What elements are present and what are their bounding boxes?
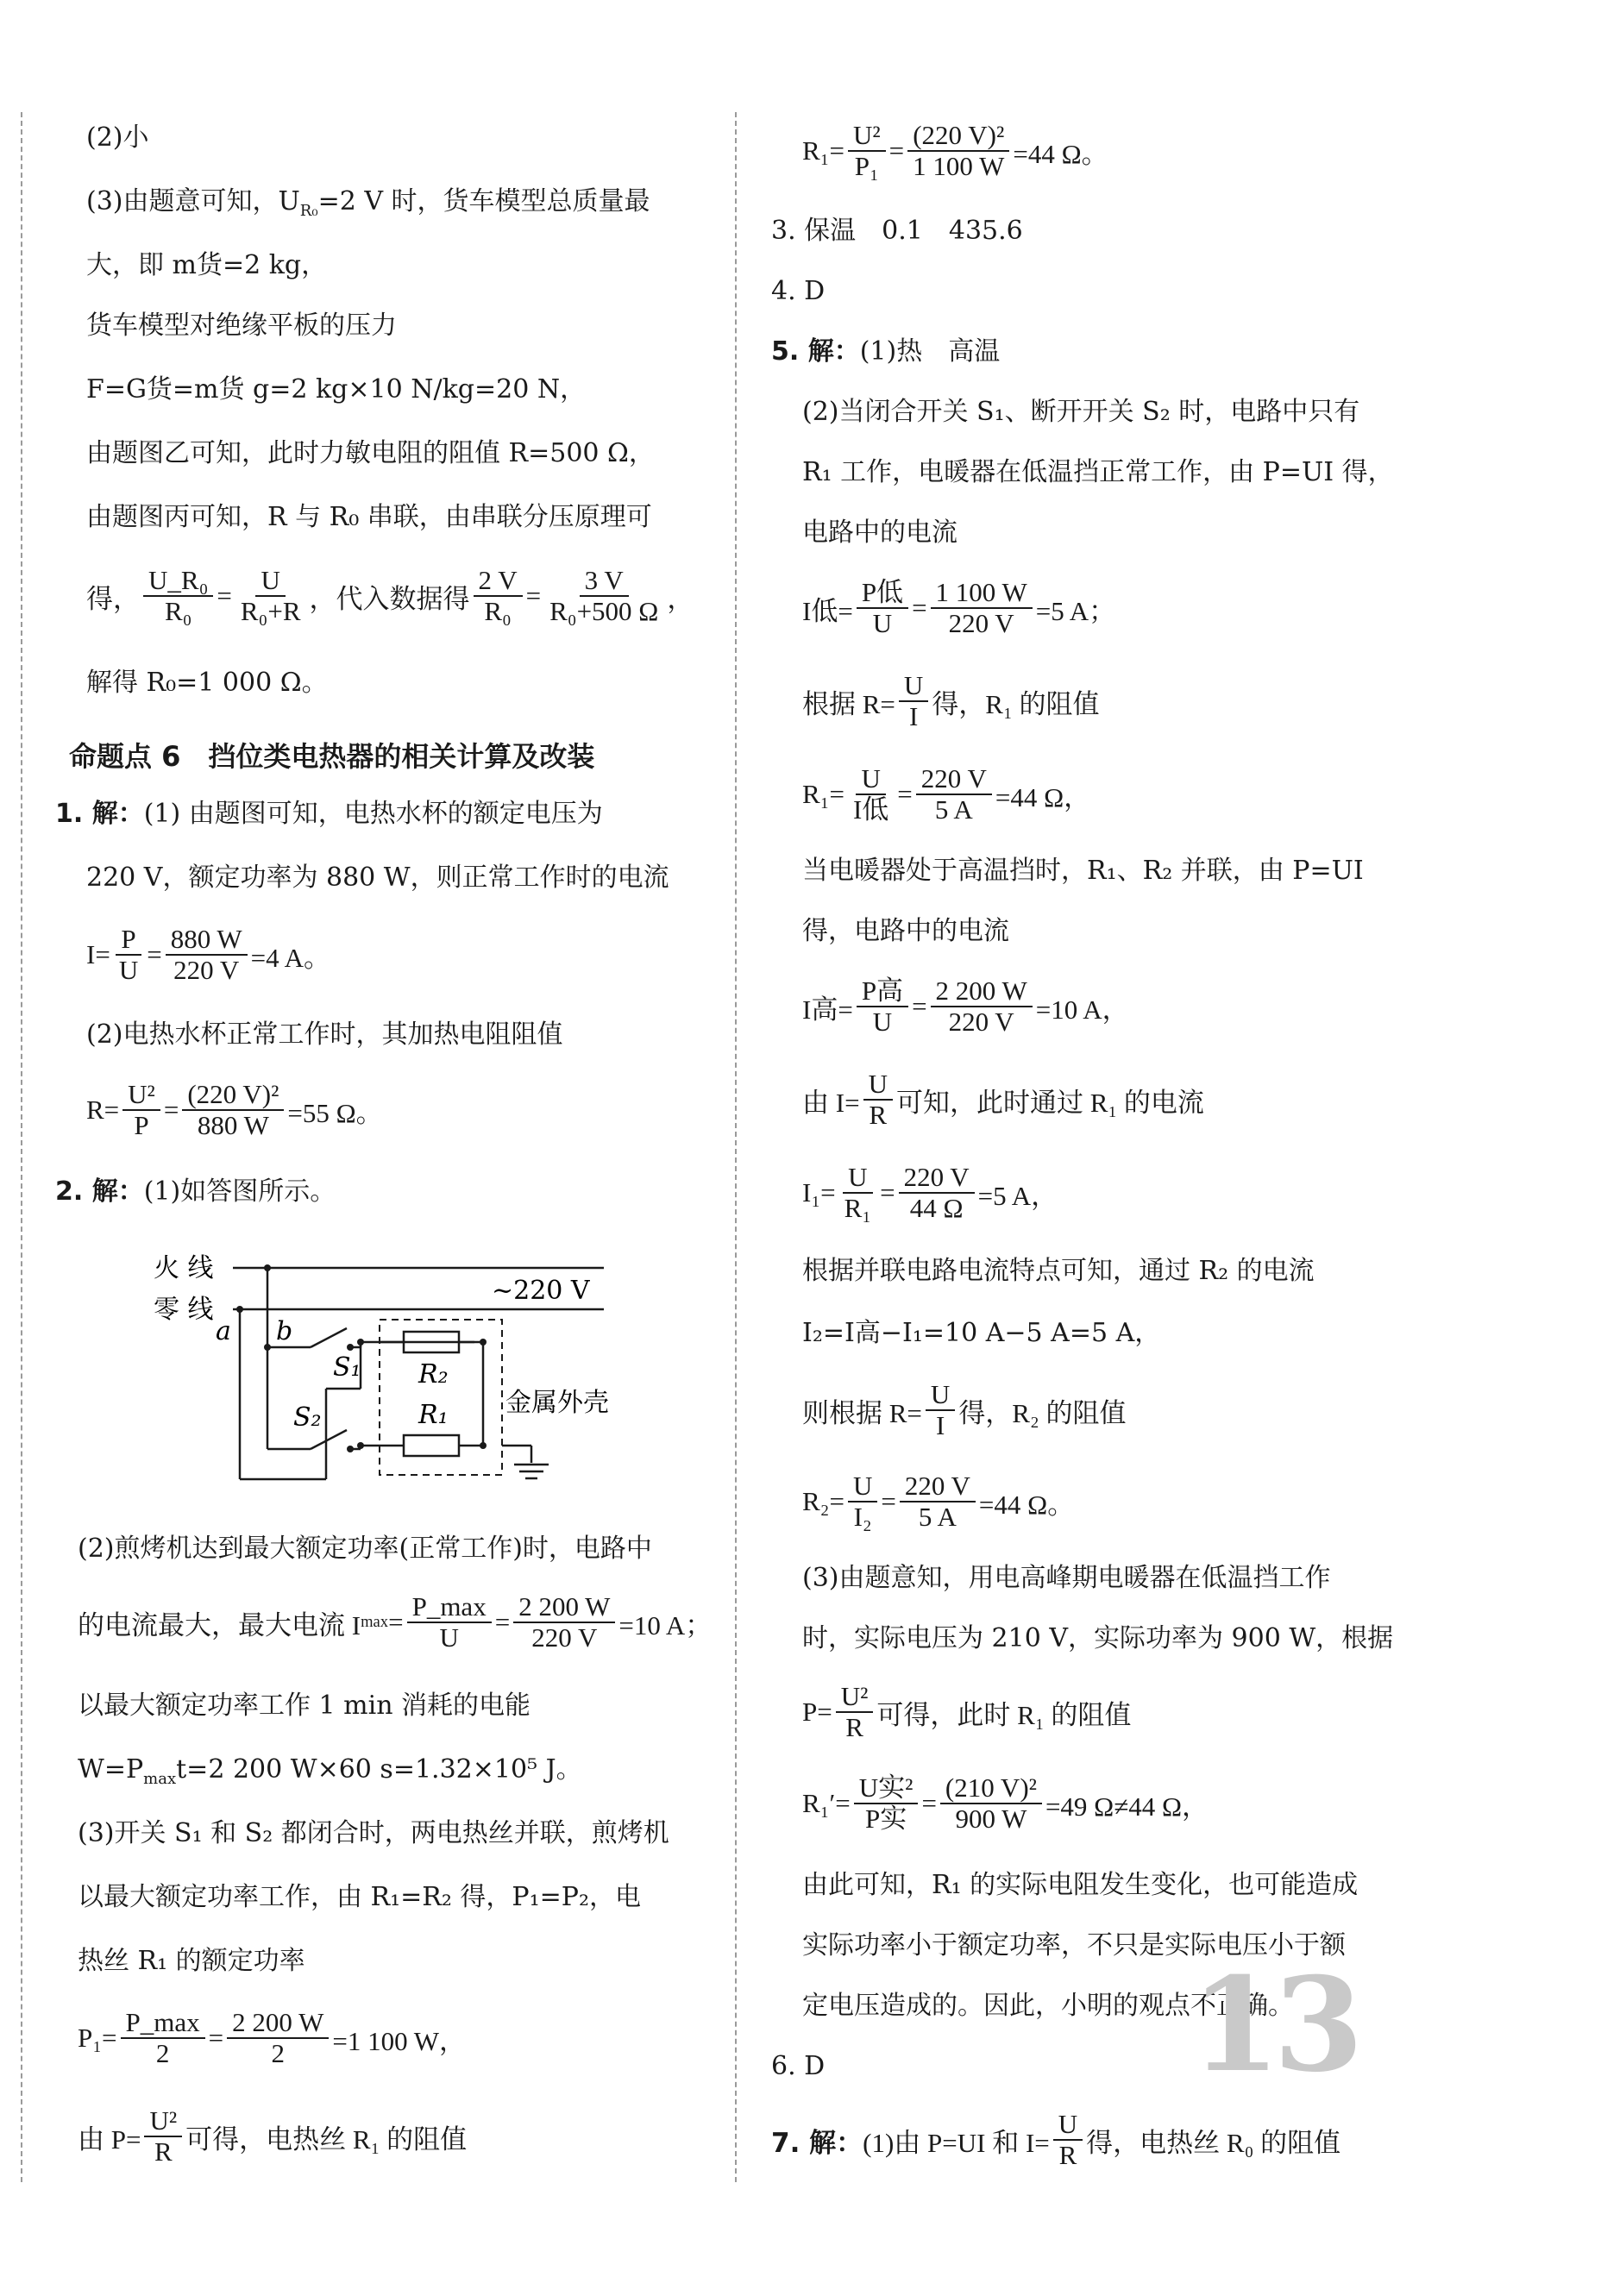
- left-margin-divider: [21, 112, 22, 2182]
- equation-power: P= $\frac{\text{U²}}{R}$ 可得，此时 R₁ 的阻值: [802, 1681, 1132, 1742]
- r1-label: R₁: [418, 1400, 449, 1430]
- answer-line: 220 V，额定功率为 880 W，则正常工作时的电流: [86, 863, 669, 893]
- answer-line: F=G货=m货 g=2 kg×10 N/kg=20 N，: [86, 374, 587, 405]
- voltage-label: ~220 V: [492, 1276, 590, 1306]
- circuit-diagram: [129, 1242, 664, 1501]
- equation-high-current: I高= $\frac{\text{P高}}{U}$ = $\frac{2 200 W}{220 V}$ =10 A，: [802, 975, 1129, 1037]
- answer-line: 定电压造成的。因此，小明的观点不正确。: [802, 1991, 1294, 2021]
- answer-line: 以最大额定功率工作 1 min 消耗的电能: [78, 1691, 531, 1721]
- equation-ohm-2: 由 I= $\frac{U}{R}$ 可知，此时通过 R₁ 的电流: [802, 1069, 1204, 1130]
- answer-line: (2)电热水杯正常工作时，其加热电阻阻值: [86, 1019, 563, 1050]
- node-b-label: b: [276, 1316, 293, 1346]
- equation-r2: R₂= $\frac{U}{\text{I₂}}$ = $\frac{220 V}{5 A}$ =44 Ω。: [802, 1471, 1075, 1532]
- question-6: 6. D: [771, 2051, 826, 2081]
- equation-r1: R₁= $\frac{\text{U²}}{\text{P₁}}$ = $\frac{\text{(220 V)²}}{1 100 W}$ =44 Ω。: [802, 120, 1108, 181]
- answer-line: 根据并联电路电流特点可知，通过 R₂ 的电流: [802, 1256, 1315, 1286]
- live-wire-label: 火 线: [154, 1253, 214, 1283]
- left-column: [0, 0, 733, 2296]
- answer-line: $W=P_{max}t=2$ 200 W×60 s=1.32×10⁵ J。: [78, 1754, 582, 1788]
- s1-label: S₁: [333, 1352, 361, 1383]
- question-5: 5. 解：(1)热 高温: [771, 336, 1001, 367]
- switch-s2: [311, 1430, 347, 1449]
- equation-i1: I₁= $\frac{U}{\text{R₁}}$ = $\frac{220 V}{44 \Omega}$ =5 A，: [802, 1162, 1058, 1223]
- page-number: 13: [1190, 1949, 1357, 2101]
- neutral-wire-label: 零 线: [154, 1295, 214, 1325]
- equation-max-current: 的电流最大，最大电流 I max = $\frac{P\_\max}{U}$ = $\frac{2 200 W}{220 V}$ =10 A；: [78, 1591, 713, 1653]
- answer-line: (2)当闭合开关 S₁、断开开关 S₂ 时，电路中只有: [802, 397, 1360, 427]
- answer-line: (3)由题意知，用电高峰期电暖器在低温挡工作: [802, 1563, 1331, 1593]
- node-a-label: a: [216, 1316, 231, 1346]
- answer-line: I₂=I高−I₁=10 A−5 A=5 A，: [802, 1318, 1161, 1348]
- question-3: 3. 保温 0.1 435.6: [771, 216, 1023, 246]
- question-2: 2. 解：(1)如答图所示。: [55, 1176, 336, 1207]
- equation-r1-actual: R₁′= $\frac{\text{U实²}}{\text{P实}}$ = $\frac{\text{(210 V)²}}{900 W}$ =49 Ω≠44 Ω，: [802, 1772, 1209, 1834]
- answer-line: 电路中的电流: [802, 518, 957, 548]
- s2-label: S₂: [293, 1402, 322, 1433]
- equation-ohm-3: 则根据 R= $\frac{U}{I}$ 得，R₂ 的阻值: [802, 1379, 1127, 1440]
- answer-line: 大，即 m货=2 kg，: [86, 250, 328, 280]
- answer-line: R₁ 工作，电暖器在低温挡正常工作，由 P=UI 得，: [802, 457, 1394, 487]
- equation-ohm: 根据 R= $\frac{U}{I}$ 得，R₁ 的阻值: [802, 670, 1100, 731]
- answer-line: 热丝 R₁ 的额定功率: [78, 1946, 305, 1976]
- answer-line: 当电暖器处于高温挡时，R₁、R₂ 并联，由 P=UI: [802, 856, 1364, 886]
- question-1: 1. 解：(1) 由题图可知，电热水杯的额定电压为: [55, 799, 603, 829]
- equation-r1-low: R₁= $\frac{U}{\text{I低}}$ = $\frac{220 V}{5 A}$ =44 Ω，: [802, 763, 1091, 825]
- question-7: 7. 解： (1)由 P=UI 和 I= $\frac{U}{R}$ 得，电热丝 R₀ 的阻值: [771, 2109, 1341, 2170]
- r2-label: R₂: [418, 1359, 449, 1390]
- answer-line: 货车模型对绝缘平板的压力: [86, 311, 397, 341]
- equation-resistance-note: 由 P= $\frac{\text{U²}}{R}$ 可得，电热丝 R₁ 的阻值: [78, 2105, 468, 2167]
- answer-line: 解得 R₀=1 000 Ω。: [86, 668, 328, 698]
- equation-resistance: R= $\frac{\text{U²}}{P}$ = $\frac{\text{(220 V)²}}{880 W}$ =55 Ω。: [86, 1079, 383, 1140]
- answer-line: (2)煎烤机达到最大额定功率(正常工作)时，电路中: [78, 1534, 652, 1564]
- answer-line: (3)开关 S₁ 和 S₂ 都闭合时，两电热丝并联，煎烤机: [78, 1818, 669, 1848]
- switch-s1: [311, 1328, 347, 1347]
- equation-series-divider: 得， $\frac{\text{U\_R₀}}{\text{R₀}}$ = $\frac{U}{\text{R₀+R}}$ ，代入数据得 $\frac{2 V}{\text{R₀}}$ = $\frac{3 V}{\text{R₀+500 Ω}}$ ，: [86, 565, 694, 626]
- answer-line: 得，电路中的电流: [802, 916, 1009, 946]
- answer-line: 由题图丙可知，R 与 R₀ 串联，由串联分压原理可: [86, 502, 652, 532]
- answer-line: 实际功率小于额定功率，不只是实际电压小于额: [802, 1930, 1346, 1960]
- answer-line: 由题图乙可知，此时力敏电阻的阻值 R=500 Ω，: [86, 438, 655, 468]
- equation-low-current: I低= $\frac{\text{P低}}{U}$ = $\frac{1 100 W}{220 V}$ =5 A；: [802, 577, 1116, 638]
- resistor-r1: [404, 1435, 459, 1456]
- question-4: 4. D: [771, 276, 826, 306]
- section-heading: 命题点 6 挡位类电热器的相关计算及改装: [69, 740, 595, 773]
- answer-line: (3)由题意可知，$U_{R_0}=2$ V 时，货车模型总质量最: [86, 186, 650, 220]
- metal-shell-label: 金属外壳: [505, 1388, 609, 1418]
- equation-rated-power: P₁= $\frac{P\_\max}{2}$ = $\frac{2 200 W}{2}$ =1 100 W，: [78, 2007, 467, 2068]
- answer-line: 时，实际电压为 210 V，实际功率为 900 W，根据: [802, 1623, 1394, 1653]
- right-column: [733, 0, 1601, 2296]
- answer-line: (2)小: [86, 122, 149, 153]
- answer-line: 以最大额定功率工作，由 R₁=R₂ 得，P₁=P₂，电: [78, 1882, 641, 1912]
- answer-line: 由此可知，R₁ 的实际电阻发生变化，也可能造成: [802, 1870, 1359, 1900]
- equation-current: I= $\frac{P}{U}$ = $\frac{880 W}{220 V}$ =4 A。: [86, 924, 331, 985]
